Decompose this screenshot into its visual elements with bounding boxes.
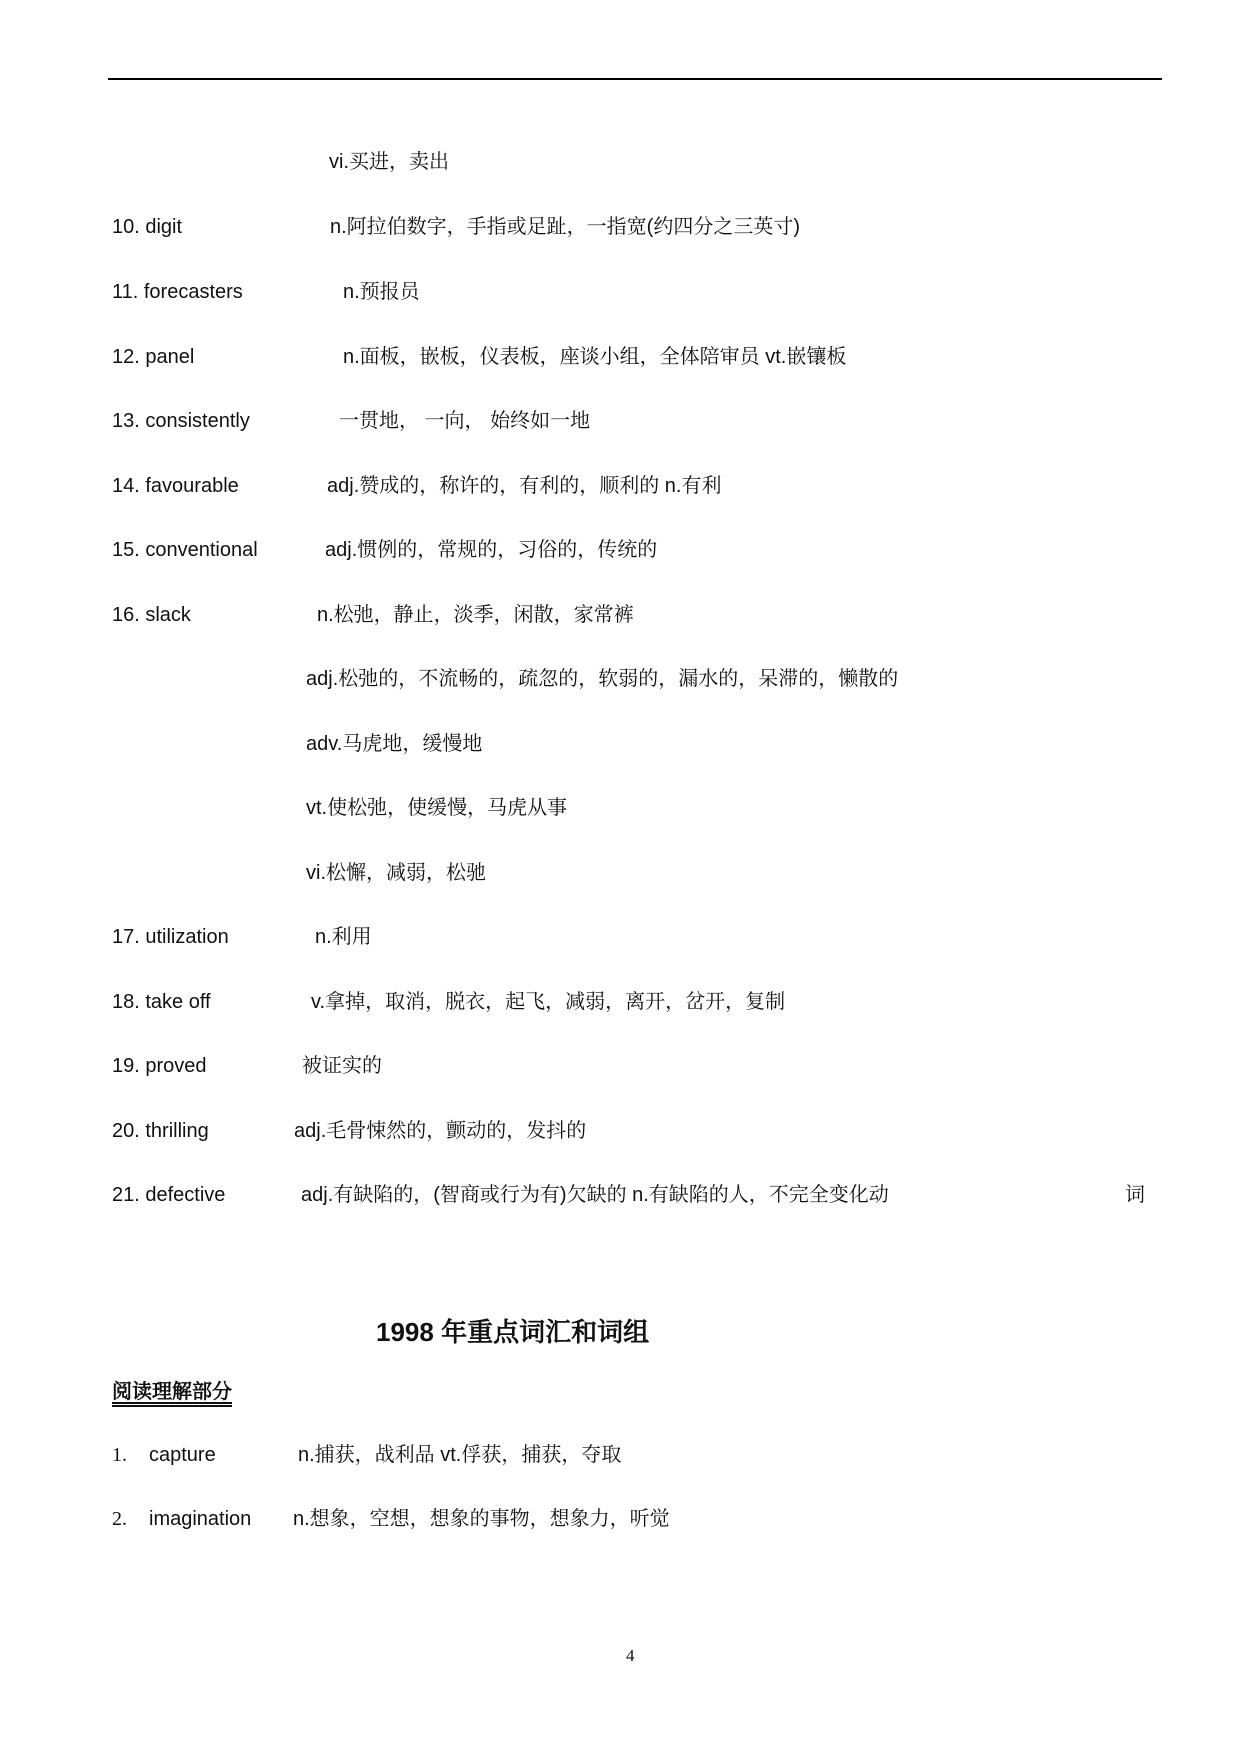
vocab-definition: 一贯地， 一向， 始终如一地 (339, 410, 591, 432)
vocab-term: 10. digit (112, 216, 183, 238)
vocab-number: 1. (112, 1444, 127, 1466)
vocab-definition: v.拿掉，取消，脱衣，起飞，减弱，离开，岔开，复制 (311, 991, 786, 1013)
section-title: 1998 年重点词汇和词组 (376, 1317, 650, 1347)
slack-sense: adv.马虎地，缓慢地 (306, 733, 483, 755)
vocab-term: 13. consistently (112, 410, 250, 432)
vocab-term: 14. favourable (112, 475, 239, 497)
vocab-term: imagination (149, 1508, 252, 1530)
vocab-term: 16. slack (112, 604, 191, 626)
vocab-definition: n.面板，嵌板，仪表板，座谈小组，全体陪审员 vt.嵌镶板 (343, 346, 847, 368)
vocab-definition: n.捕获，战利品 vt.俘获，捕获，夺取 (298, 1444, 622, 1466)
vocab-term: 12. panel (112, 346, 195, 368)
vocab-term: 11. forecasters (112, 281, 243, 303)
vocab-term: capture (149, 1444, 216, 1466)
vocab-definition: adj.惯例的，常规的，习俗的，传统的 (325, 539, 658, 561)
header-rule (108, 78, 1162, 80)
slack-sense: adj.松弛的，不流畅的，疏忽的，软弱的，漏水的，呆滞的，懒散的 (306, 668, 899, 690)
vocab-term: 21. defective (112, 1184, 226, 1206)
vocab-definition: n.预报员 (343, 281, 420, 303)
vocab-definition: n.想象，空想，想象的事物，想象力，听觉 (293, 1508, 670, 1530)
vocab-term: 19. proved (112, 1055, 207, 1077)
slack-sense: vi.松懈，减弱，松驰 (306, 862, 486, 884)
vocab-term: 20. thrilling (112, 1120, 209, 1142)
vocab-definition-overflow: 词 (1125, 1184, 1145, 1206)
vocab-number: 2. (112, 1508, 127, 1530)
slack-sense: vt.使松弛，使缓慢，马虎从事 (306, 797, 568, 819)
vocab-definition: adj.有缺陷的，(智商或行为有)欠缺的 n.有缺陷的人，不完全变化动 (301, 1184, 889, 1206)
page-number: 4 (626, 1646, 635, 1665)
vocab-term: 18. take off (112, 991, 211, 1013)
vocab-definition: adj.毛骨悚然的，颤动的，发抖的 (294, 1120, 587, 1142)
vocab-definition: n.阿拉伯数字，手指或足趾，一指宽(约四分之三英寸) (330, 216, 800, 238)
vocab-definition: n.松弛，静止，淡季，闲散，家常裤 (317, 604, 634, 626)
vocab-definition: adj.赞成的，称许的，有利的，顺利的 n.有利 (327, 475, 722, 497)
vocab-term: 17. utilization (112, 926, 229, 948)
vocab-term: 15. conventional (112, 539, 258, 561)
vocab-continuation: vi.买进，卖出 (329, 151, 449, 173)
vocab-definition: 被证实的 (302, 1055, 382, 1077)
subsection-title: 阅读理解部分 (112, 1381, 232, 1403)
vocab-definition: n.利用 (315, 926, 372, 948)
